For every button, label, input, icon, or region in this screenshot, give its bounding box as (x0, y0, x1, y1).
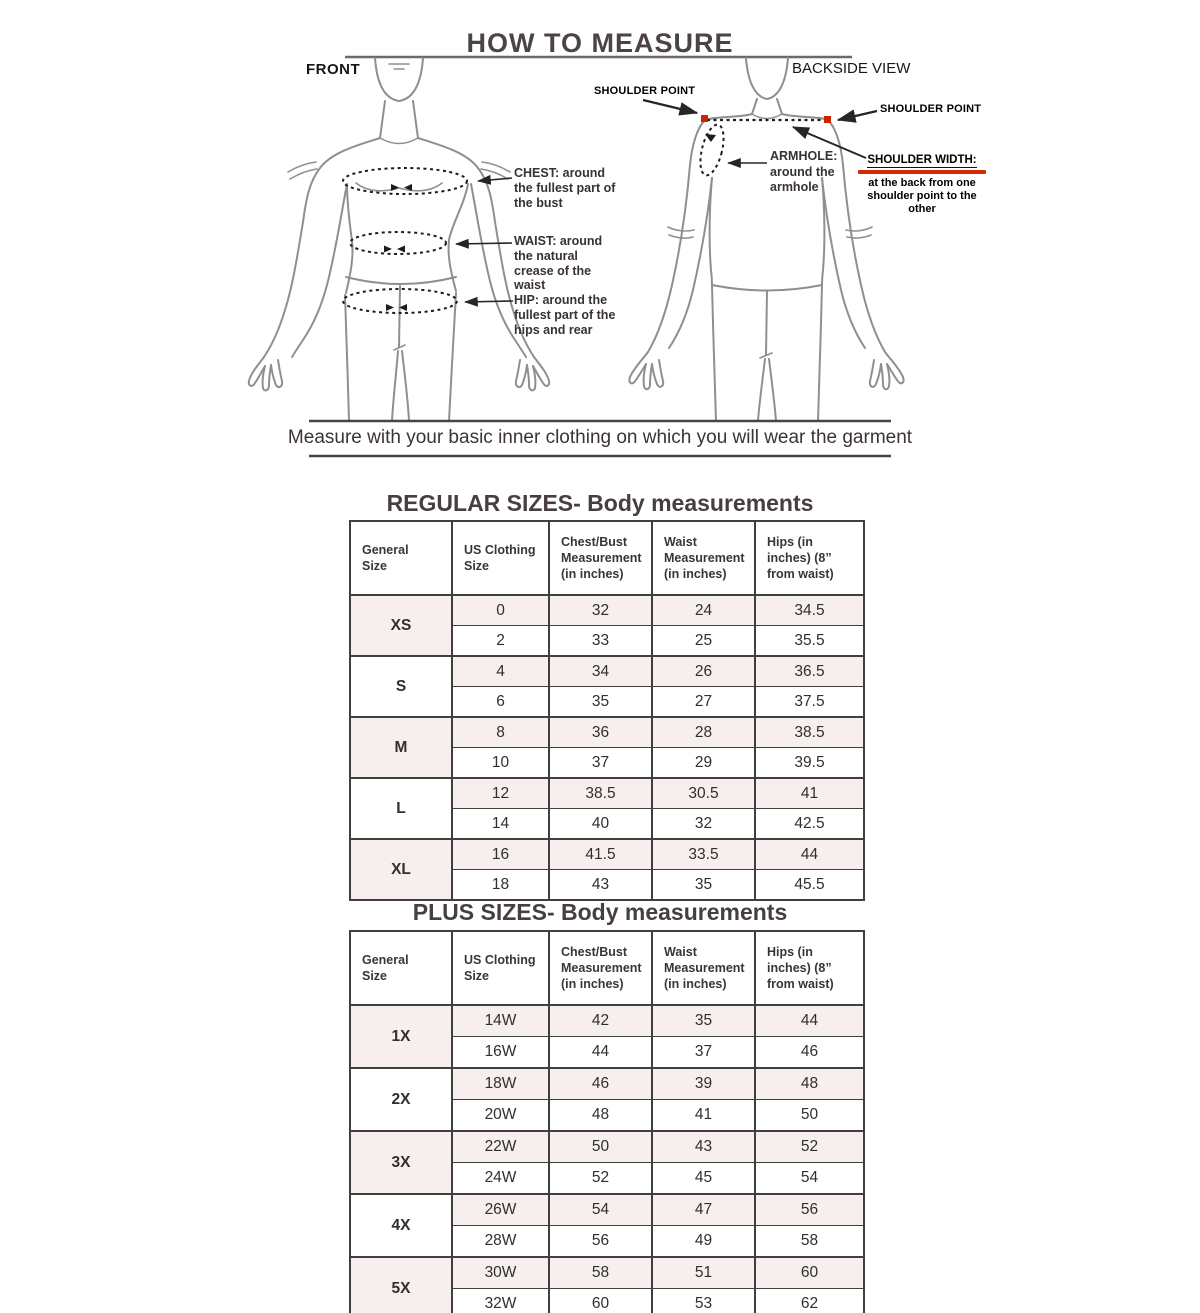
armhole-dashed-ellipse (696, 122, 728, 177)
us-size-cell: 24W (452, 1163, 549, 1195)
general-size-cell: 4X (350, 1194, 452, 1257)
general-size-cell: M (350, 717, 452, 778)
chest-cell: 38.5 (549, 778, 652, 809)
regular-sizes-title: REGULAR SIZES- Body measurements (386, 490, 814, 516)
us-size-cell: 4 (452, 656, 549, 687)
chest-cell: 43 (549, 870, 652, 901)
hips-cell: 44 (755, 1005, 864, 1037)
us-size-cell: 20W (452, 1100, 549, 1132)
chest-cell: 48 (549, 1100, 652, 1132)
us-size-cell: 8 (452, 717, 549, 748)
hips-cell: 45.5 (755, 870, 864, 901)
shoulder-width-red-underline (858, 170, 986, 174)
table-row (350, 595, 864, 626)
header-general-size: General Size (350, 931, 452, 1005)
waist-cell: 32 (652, 809, 755, 840)
waist-cell: 29 (652, 748, 755, 779)
chest-cell: 41.5 (549, 839, 652, 870)
page-title: HOW TO MEASURE (466, 28, 734, 58)
waist-cell: 33.5 (652, 839, 755, 870)
waist-cell: 25 (652, 626, 755, 657)
waist-cell: 28 (652, 717, 755, 748)
waist-cell: 35 (652, 870, 755, 901)
plus-sizes-table (349, 930, 865, 1313)
hips-cell: 58 (755, 1226, 864, 1258)
front-view-label: FRONT (306, 61, 361, 78)
chest-cell: 58 (549, 1257, 652, 1289)
chest-cell: 44 (549, 1037, 652, 1069)
chest-cell: 42 (549, 1005, 652, 1037)
chest-cell: 40 (549, 809, 652, 840)
chest-cell: 54 (549, 1194, 652, 1226)
hips-cell: 56 (755, 1194, 864, 1226)
us-size-cell: 16 (452, 839, 549, 870)
chest-cell: 60 (549, 1289, 652, 1313)
hips-cell: 62 (755, 1289, 864, 1313)
hip-arrow (465, 301, 513, 302)
header-chest: Chest/Bust Measurement (in inches) (549, 931, 652, 1005)
general-size-cell: XL (350, 839, 452, 900)
waist-arrow (456, 243, 512, 244)
us-size-cell: 6 (452, 687, 549, 718)
shoulder-point-right-arrow (838, 111, 877, 120)
header-us-size: US Clothing Size (452, 521, 549, 595)
chest-cell: 36 (549, 717, 652, 748)
armhole-arrowhead (705, 134, 716, 142)
hips-cell: 42.5 (755, 809, 864, 840)
shoulder-width-note: at the back from one shoulder point to the other (867, 177, 977, 216)
table-row (350, 839, 864, 870)
general-size-cell: 2X (350, 1068, 452, 1131)
general-size-cell: S (350, 656, 452, 717)
regular-sizes-table (349, 520, 865, 901)
us-size-cell: 14 (452, 809, 549, 840)
table-row (350, 1068, 864, 1100)
waist-cell: 43 (652, 1131, 755, 1163)
waist-annotation: WAIST: around the natural crease of the waist (514, 234, 603, 293)
us-size-cell: 0 (452, 595, 549, 626)
hips-cell: 60 (755, 1257, 864, 1289)
waist-cell: 45 (652, 1163, 755, 1195)
header-row (350, 521, 864, 595)
plus-sizes-title: PLUS SIZES- Body measurements (412, 899, 788, 925)
us-size-cell: 10 (452, 748, 549, 779)
waist-cell: 35 (652, 1005, 755, 1037)
shoulder-width-annotation (858, 150, 986, 217)
us-size-cell: 32W (452, 1289, 549, 1313)
hips-cell: 35.5 (755, 626, 864, 657)
hips-cell: 36.5 (755, 656, 864, 687)
waist-cell: 24 (652, 595, 755, 626)
hips-cell: 37.5 (755, 687, 864, 718)
table-row (350, 717, 864, 748)
header-hips: Hips (in inches) (8” from waist) (755, 521, 864, 595)
chest-annotation: CHEST: around the fullest part of the bust (514, 166, 616, 210)
waist-cell: 39 (652, 1068, 755, 1100)
hips-cell: 39.5 (755, 748, 864, 779)
header-chest: Chest/Bust Measurement (in inches) (549, 521, 652, 595)
general-size-cell: 3X (350, 1131, 452, 1194)
measure-instruction: Measure with your basic inner clothing on which you will wear the garment (287, 427, 913, 448)
hips-cell: 46 (755, 1037, 864, 1069)
chest-arrow (478, 178, 512, 181)
front-figure (249, 58, 549, 421)
hips-cell: 38.5 (755, 717, 864, 748)
header-waist: Waist Measurement (in inches) (652, 521, 755, 595)
header-us-size: US Clothing Size (452, 931, 549, 1005)
shoulder-point-left-arrow (643, 100, 697, 113)
chest-cell: 34 (549, 656, 652, 687)
chest-cell: 32 (549, 595, 652, 626)
hips-cell: 48 (755, 1068, 864, 1100)
us-size-cell: 18W (452, 1068, 549, 1100)
table-row (350, 1194, 864, 1226)
hips-cell: 41 (755, 778, 864, 809)
us-size-cell: 28W (452, 1226, 549, 1258)
hips-cell: 54 (755, 1163, 864, 1195)
chest-cell: 46 (549, 1068, 652, 1100)
hips-cell: 50 (755, 1100, 864, 1132)
hips-cell: 34.5 (755, 595, 864, 626)
backside-figure (629, 58, 903, 421)
hips-cell: 52 (755, 1131, 864, 1163)
general-size-cell: L (350, 778, 452, 839)
shoulder-point-dot-right (824, 116, 831, 123)
waist-cell: 49 (652, 1226, 755, 1258)
us-size-cell: 18 (452, 870, 549, 901)
table-row (350, 778, 864, 809)
header-hips: Hips (in inches) (8” from waist) (755, 931, 864, 1005)
general-size-cell: 1X (350, 1005, 452, 1068)
header-row (350, 931, 864, 1005)
us-size-cell: 14W (452, 1005, 549, 1037)
waist-measure-ellipse (350, 232, 446, 254)
us-size-cell: 22W (452, 1131, 549, 1163)
shoulder-point-dot-left (701, 115, 708, 122)
general-size-cell: 5X (350, 1257, 452, 1313)
waist-cell: 41 (652, 1100, 755, 1132)
chest-cell: 35 (549, 687, 652, 718)
header-general-size: General Size (350, 521, 452, 595)
table-row (350, 1257, 864, 1289)
table-row (350, 1005, 864, 1037)
waist-cell: 51 (652, 1257, 755, 1289)
chest-cell: 33 (549, 626, 652, 657)
chest-cell: 37 (549, 748, 652, 779)
hips-cell: 44 (755, 839, 864, 870)
hip-annotation: HIP: around the fullest part of the hips and rear (514, 293, 616, 337)
table-row (350, 1131, 864, 1163)
shoulder-point-right-label: SHOULDER POINT (880, 103, 982, 115)
waist-cell: 53 (652, 1289, 755, 1313)
us-size-cell: 30W (452, 1257, 549, 1289)
us-size-cell: 16W (452, 1037, 549, 1069)
shoulder-point-left-label: SHOULDER POINT (594, 85, 696, 97)
chest-cell: 56 (549, 1226, 652, 1258)
armhole-annotation: ARMHOLE: around the armhole (770, 149, 838, 195)
waist-cell: 30.5 (652, 778, 755, 809)
backside-view-label: BACKSIDE VIEW (792, 60, 911, 77)
front-measure-arrowheads (384, 184, 412, 311)
general-size-cell: XS (350, 595, 452, 656)
shoulder-width-heading: SHOULDER WIDTH: (867, 154, 977, 166)
header-waist: Waist Measurement (in inches) (652, 931, 755, 1005)
chest-cell: 52 (549, 1163, 652, 1195)
table-row (350, 656, 864, 687)
chest-cell: 50 (549, 1131, 652, 1163)
us-size-cell: 26W (452, 1194, 549, 1226)
waist-cell: 47 (652, 1194, 755, 1226)
us-size-cell: 2 (452, 626, 549, 657)
waist-cell: 27 (652, 687, 755, 718)
waist-cell: 37 (652, 1037, 755, 1069)
waist-cell: 26 (652, 656, 755, 687)
us-size-cell: 12 (452, 778, 549, 809)
